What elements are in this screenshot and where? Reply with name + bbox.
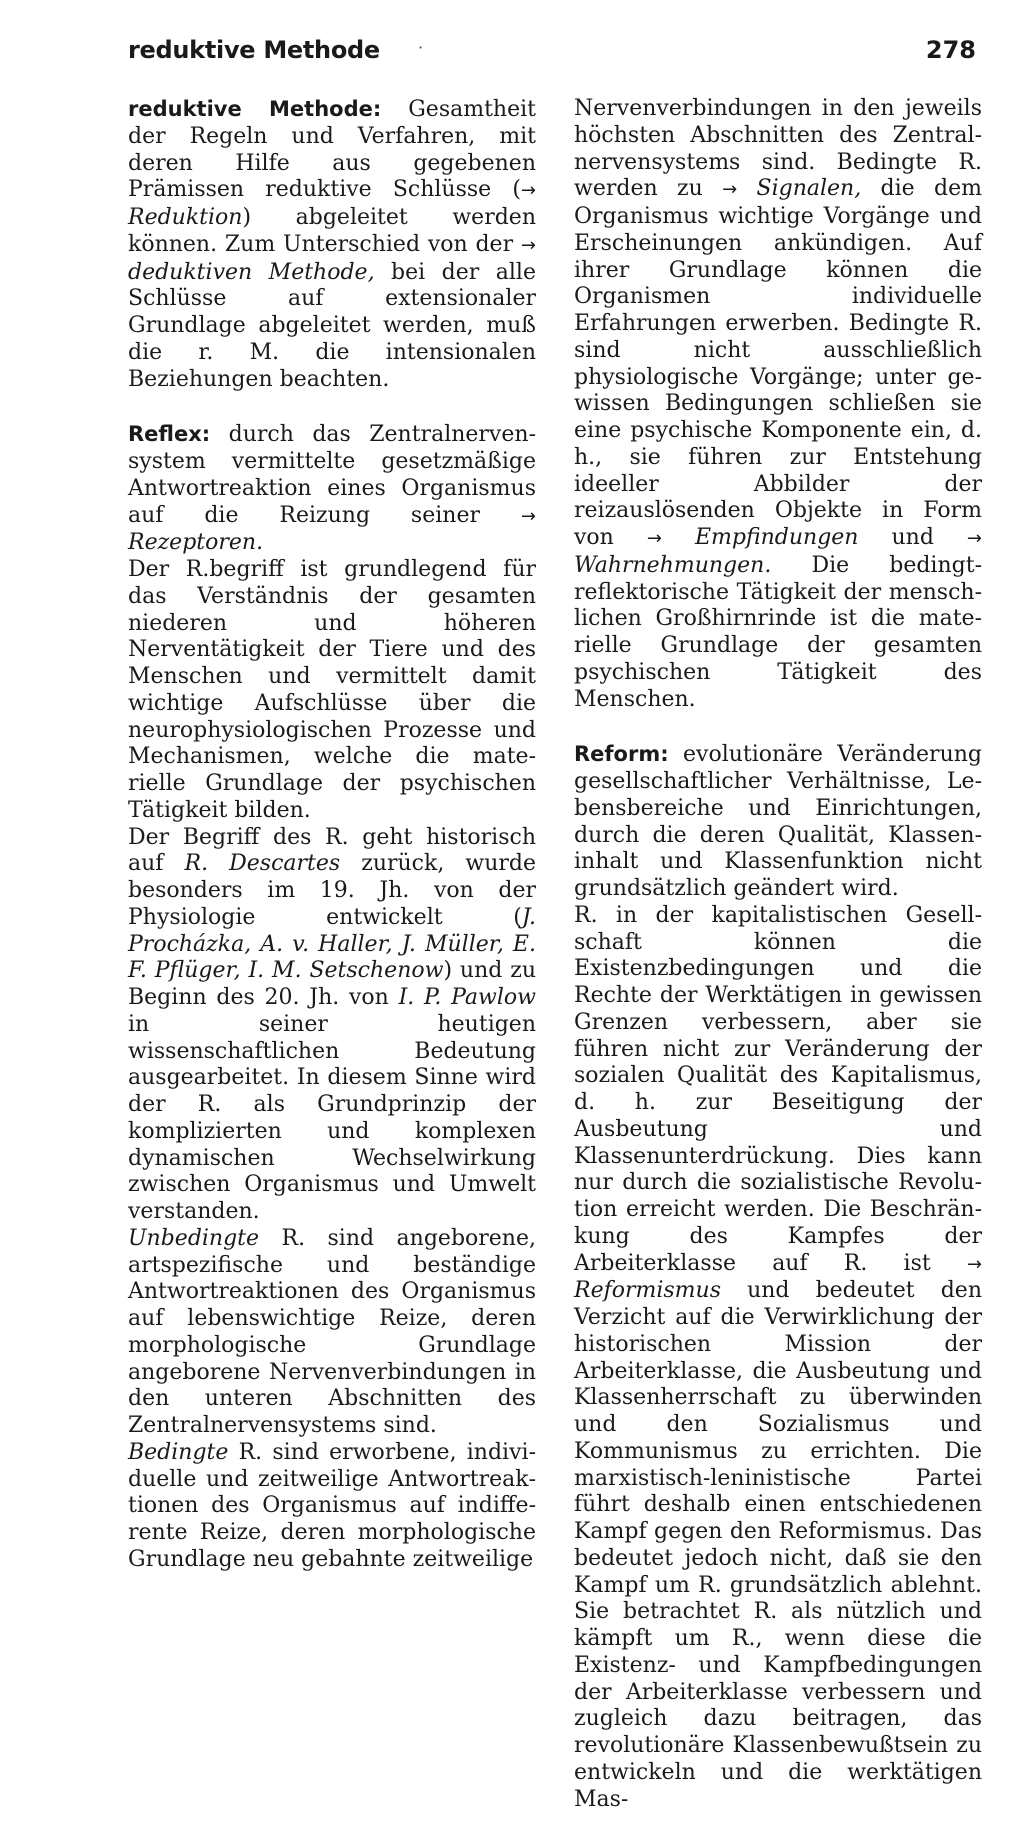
entry-paragraph: Unbedingte R. sind angeborene, artspezifische und beständige Antwortreaktionen des Organismus auf lebenswichtige Reize, deren morphologische Grundlage angeborene Nervenverbindungen in den unteren Abschnitten des Zentralnervensystems sind. [128,1225,536,1438]
subterm: Unbedingte [128,1225,260,1251]
cross-reference: deduktiven Methode, [128,259,375,285]
cross-reference: Wahrnehmungen. [574,552,772,578]
cross-reference: Reformismus [574,1278,721,1304]
cross-reference: Reduktion [128,205,243,230]
page-number: 278 [925,36,976,64]
cross-reference-arrow-icon: → [966,528,982,549]
person-name: R. Descartes [184,851,341,877]
cross-reference-arrow-icon: → [966,1253,982,1275]
entry-paragraph: R. in der kapitalistischen Gesellschaft können die Existenzbedingungen und die Rechte der Werktätigen in gewissen Grenzen verbessern, aber sie führen nicht zur Veränderung der sozialen Qualität des Kapitalismus, d. h. zur Beseitigung der Ausbeutung und Klassenunterdrückung. Dies kann nur durch die sozialistische Revolution erreicht werden. Die Beschränkung des Kampfes der Arbeiterklasse auf R. ist → Reformismus und bedeutet den Verzicht auf die Verwirklichung der historischen Mission der Arbeiterklasse, die Ausbeutung und Klassenherrschaft zu überwinden und den Sozialismus und Kommunismus zu errichten. Die marxistisch-leninistische Partei führt deshalb einen entschiedenen Kampf gegen den Reformismus. Das bedeutet jedoch nicht, daß sie den Kampf um R. grundsätzlich ablehnt. Sie betrachtet R. als nützlich und kämpft um R., wenn diese die Existenz- und Kampfbedingungen der Arbeiterklasse verbessern und zugleich dazu beitragen, das revolutionäre Klassenbewußtsein zu entwickeln und die werktätigen Mas- [574,902,982,1812]
entry-paragraph: Der R.begriff ist grundlegend für das Verständnis der gesamten niederen und höheren Nerventätigkeit der Tiere und des Menschen und vermittelt damit wichtige Aufschlüsse über die neurophysiologischen Prozesse und Mechanismen, welche die materielle Grundlage der psychischen Tätigkeit bilden. [128,557,536,823]
entry-reform [574,741,982,1813]
running-header [128,36,976,76]
entry-paragraph: Reflex: durch das Zentralnervensystem vermittelte gesetzmäßige Antwortreaktion eines Organismus auf die Reizung seiner → Rezeptoren. [128,422,536,556]
cross-reference: Signalen, [756,176,862,202]
cross-reference-arrow-icon: → [520,505,536,527]
entry-reduktive-methode [128,96,536,393]
entry-reflex-continued [574,96,982,713]
entry-paragraph: reduktive Methode: Gesamtheit der Regeln und Verfahren, mit deren Hilfe aus gegebenen Prämissen reduktive Schlüsse (→ Reduktion) abgeleitet werden können. Zum Unterschied von der → deduktiven Methode, bei der alle Schlüsse auf extensionaler Grundlage abgeleitet werden, muß die r. M. die intensionalen Beziehungen beachten. [128,97,536,392]
entry-term: Reform: [574,742,669,767]
person-names: J. Procházka, A. v. Haller, J. Müller, E. F. Pflüger, I. M. Setschenow [128,904,536,984]
entry-paragraph: Der Begriff des R. geht historisch auf R. Descartes zurück, wurde besonders im 19. Jh. von der Physiologie entwickelt (J. Procházka, A. v. Haller, J. Müller, E. F. Pflüger, I. M. Setschenow) und zu Beginn des 20. Jh. von I. P. Pawlow in seiner heutigen wissenschaftlichen Bedeutung ausgearbeitet. In diesem Sinne wird der R. als Grundprinzip der komplizierten und komplexen dynamischen Wechselwirkung zwischen Organismus und Umwelt verstanden. [128,824,537,1224]
cross-reference-arrow-icon: → [520,180,536,202]
subterm: Bedingte [128,1439,229,1465]
left-column [128,96,536,1602]
running-head: reduktive Methode [128,36,380,64]
entry-term: reduktive Methode: [128,97,382,121]
header-dot: · [418,38,424,57]
entry-term: Reflex: [128,422,211,447]
person-name: I. P. Pawlow [398,985,536,1010]
cross-reference: Rezeptoren. [128,530,264,556]
entry-paragraph: Reform: evolutionäre Veränderung gesellschaftlicher Verhältnisse, Lebensbereiche und Einrichtungen, durch die deren Qualität, Klasseninhalt und Klassenfunktion nicht grundsätzlich geändert wird. [574,742,982,901]
cross-reference-arrow-icon: → [520,234,536,256]
entry-reflex [128,421,536,1573]
entry-paragraph: Bedingte R. sind erworbene, individuelle und zeitweilige Antwortreaktionen des Organismus auf indifferente Reize, deren morphologische Grundlage neu gebahnte zeitweilige [128,1439,536,1572]
right-column [574,96,982,1841]
cross-reference-arrow-icon: → [646,528,662,549]
cross-reference-arrow-icon: → [722,179,738,201]
entry-paragraph-continued: Nervenverbindungen in den jeweils höchsten Abschnitten des Zentralnervensystems sind. Bedingte R. werden zu → Signalen, die dem Organismus wichtige Vorgänge und Erscheinungen ankündigen. Auf ihrer Grundlage können die Organismen individuelle Erfahrungen erwerben. Bedingte R. sind nicht ausschließlich physiologische Vorgänge; unter gewissen Bedingungen schließen sie eine psychische Komponente ein, d. h., sie führen zur Entstehung ideeller Abbilder der reizauslösenden Objekte in Form von → Empfindungen und → Wahrnehmungen. Die bedingtreflektorische Tätigkeit der menschlichen Großhirnrinde ist die materielle Grundlage der gesamten psychischen Tätigkeit des Menschen. [574,96,982,712]
cross-reference: Empfindungen [694,525,859,550]
